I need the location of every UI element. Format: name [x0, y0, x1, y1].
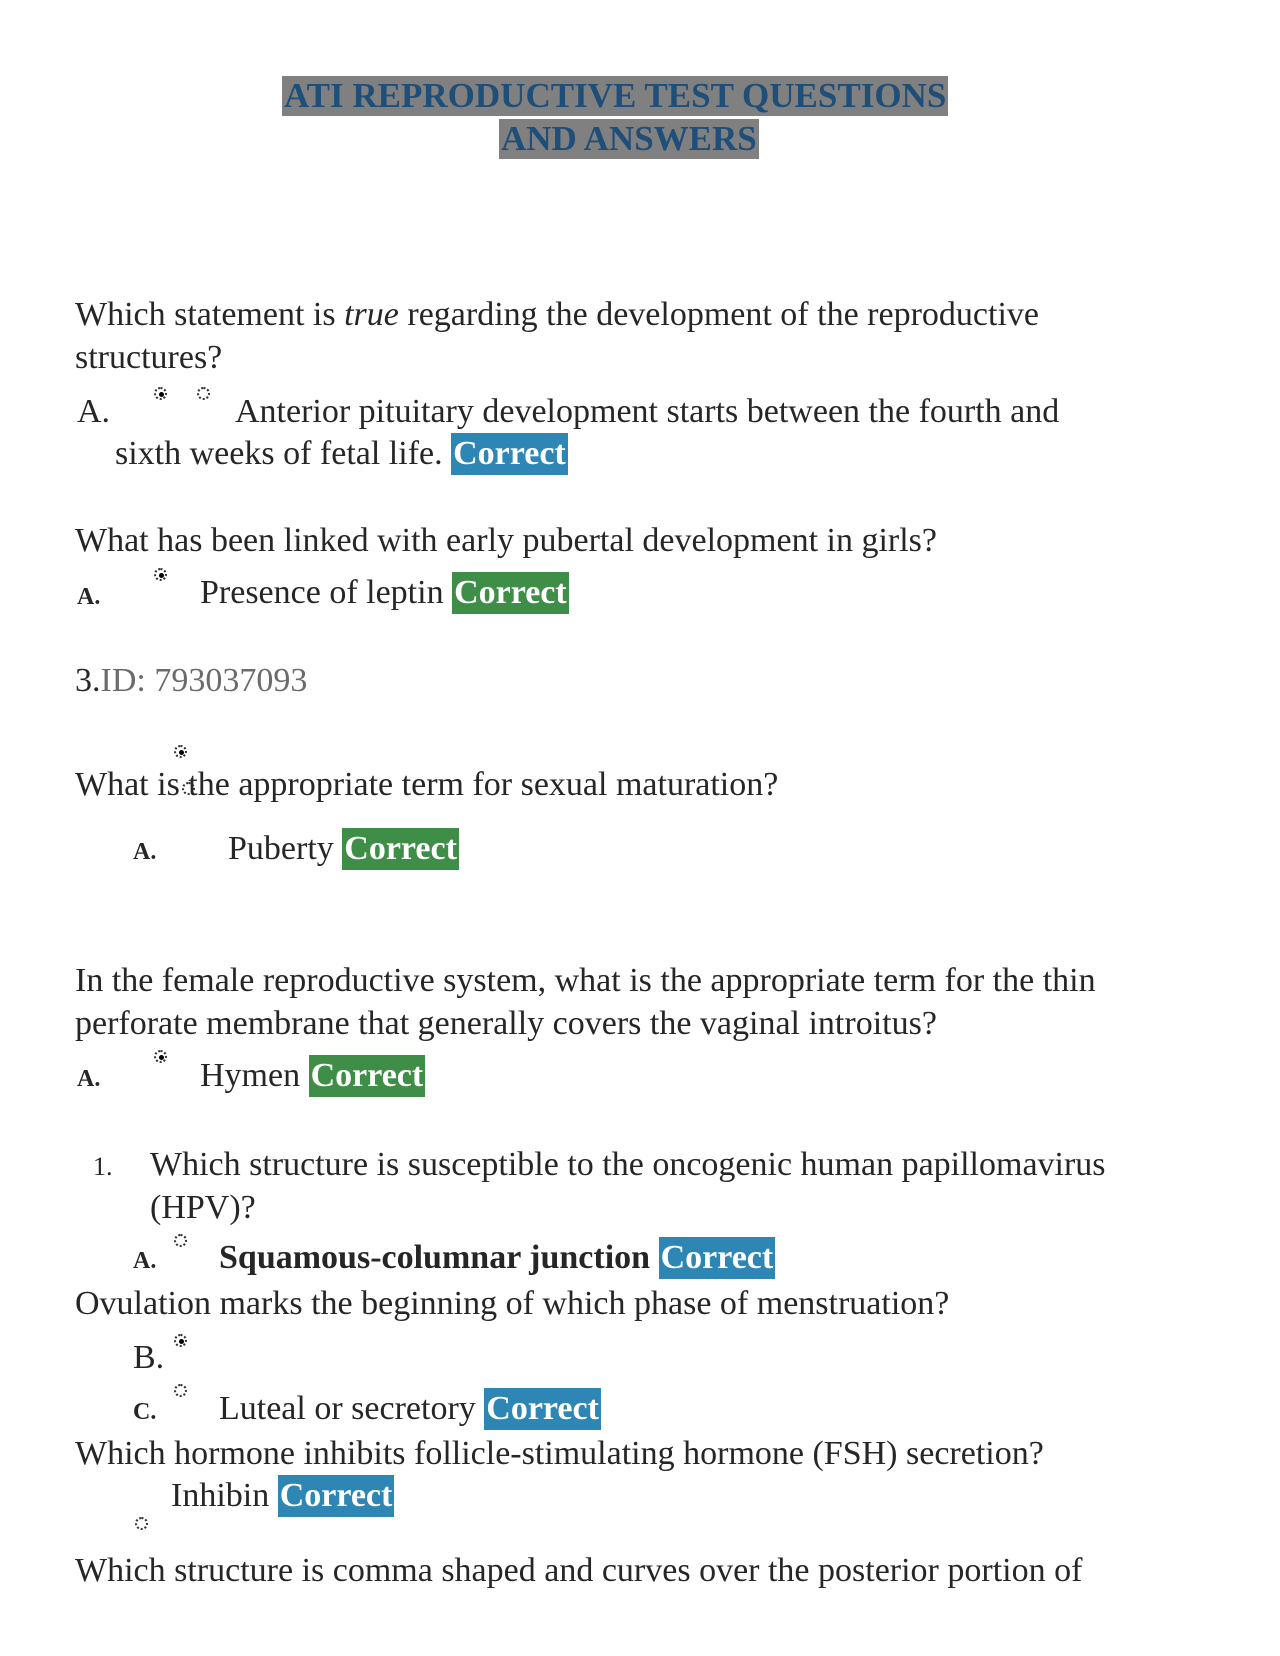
option-letter-c: C. [133, 1399, 157, 1425]
radio-selected-icon[interactable] [154, 568, 167, 581]
answer-4: Hymen Correct [200, 1054, 425, 1097]
answer-1-line2: sixth weeks of fetal life. Correct [115, 432, 568, 475]
question-1-text: Which statement is true regarding the development of the reproductive [75, 296, 1039, 333]
question-2-text: What has been linked with early pubertal development in girls? [75, 522, 938, 559]
option-letter: A. [77, 393, 111, 430]
question-5-text: Which structure is susceptible to the oncogenic human papillomavirus [150, 1146, 1106, 1183]
option-letter: A. [77, 1066, 101, 1092]
document-title-line2: AND ANSWERS [501, 119, 757, 158]
question-6-text: Ovulation marks the beginning of which phase of menstruation? [75, 1285, 950, 1322]
radio-icon[interactable] [174, 1234, 187, 1247]
question-8-text: Which structure is comma shaped and curves over the posterior portion of [75, 1552, 1083, 1589]
radio-icon[interactable] [197, 387, 210, 400]
correct-badge: Correct [342, 828, 459, 870]
correct-badge: Correct [309, 1055, 426, 1097]
option-letter: A. [77, 584, 101, 610]
correct-badge: Correct [452, 572, 569, 614]
answer-5: Squamous-columnar junction Correct [219, 1236, 775, 1279]
radio-selected-icon[interactable] [154, 387, 167, 400]
correct-badge: Correct [484, 1388, 601, 1430]
question-3-text: What is the appropriate term for sexual maturation? [75, 766, 779, 803]
radio-selected-icon[interactable] [154, 1050, 167, 1063]
question-5-text-line2: (HPV)? [150, 1189, 256, 1226]
correct-badge: Correct [451, 433, 568, 475]
radio-icon[interactable] [135, 1517, 148, 1530]
answer-3: Puberty Correct [228, 827, 459, 870]
option-letter: A. [133, 839, 157, 865]
document-title-line1: ATI REPRODUCTIVE TEST QUESTIONS [284, 76, 947, 115]
correct-badge: Correct [659, 1237, 776, 1279]
question-7-text: Which hormone inhibits follicle-stimulating hormone (FSH) secretion? [75, 1435, 1044, 1472]
answer-7: Inhibin Correct [171, 1474, 394, 1517]
option-letter-b: B. [133, 1339, 165, 1376]
radio-selected-icon[interactable] [174, 1334, 187, 1347]
option-letter: A. [133, 1248, 157, 1274]
answer-2: Presence of leptin Correct [200, 571, 569, 614]
question-4-text-line2: perforate membrane that generally covers the vaginal introitus? [75, 1005, 937, 1042]
question-3-id: 3.ID: 793037093 [75, 662, 308, 699]
question-4-text: In the female reproductive system, what is the appropriate term for the thin [75, 962, 1096, 999]
radio-icon[interactable] [174, 1384, 187, 1397]
list-number: 1. [93, 1152, 113, 1181]
answer-1-text: Anterior pituitary development starts between the fourth and [235, 393, 1060, 430]
correct-badge: Correct [278, 1475, 395, 1517]
answer-6: Luteal or secretory Correct [219, 1387, 601, 1430]
radio-selected-icon[interactable] [174, 745, 187, 758]
question-1-text-line2: structures? [75, 339, 223, 376]
